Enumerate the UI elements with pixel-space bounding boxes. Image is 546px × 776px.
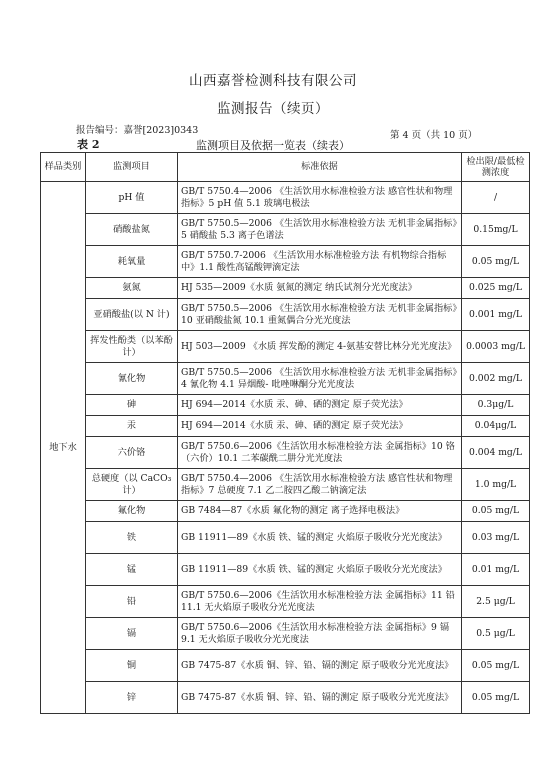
monitoring-item-cell: 氨氮: [86, 278, 178, 299]
table-row: [41, 182, 530, 214]
table-row: [41, 331, 530, 363]
table-header-row: [41, 153, 530, 182]
detection-limit-cell: 0.025 mg/L: [462, 278, 530, 299]
detection-limit-cell: 0.05 mg/L: [462, 682, 530, 714]
table-row: [41, 522, 530, 554]
detection-limit-cell: 0.05 mg/L: [462, 246, 530, 278]
detection-limit-cell: 0.05 mg/L: [462, 501, 530, 522]
detection-limit-cell: 1.0 mg/L: [462, 469, 530, 501]
standard-basis-cell: HJ 694—2014《水质 汞、砷、硒的测定 原子荧光法》: [178, 395, 462, 416]
page-number: 第 4 页（共 10 页）: [390, 130, 478, 141]
monitoring-item-cell: 铁: [86, 522, 178, 554]
detection-limit-cell: 0.004 mg/L: [462, 437, 530, 469]
detection-limit-cell: 0.01 mg/L: [462, 554, 530, 586]
table-label: 表 2: [77, 138, 100, 151]
monitoring-item-cell: 锰: [86, 554, 178, 586]
detection-limit-cell: 0.05 mg/L: [462, 650, 530, 682]
detection-limit-cell: 0.3μg/L: [462, 395, 530, 416]
company-name: 山西嘉誉检测科技有限公司: [189, 73, 357, 89]
monitoring-item-cell: 挥发性酚类（以苯酚计）: [86, 331, 178, 363]
table-row: [41, 416, 530, 437]
standard-basis-cell: GB 7475-87《水质 铜、锌、铅、镉的测定 原子吸收分光光度法》: [178, 650, 462, 682]
standard-basis-cell: GB/T 5750.5—2006 《生活饮用水标准检验方法 无机非金属指标》10 亚硝酸盐氮 10.1 重氮偶合分光光度法: [178, 299, 462, 331]
monitoring-item-cell: 镉: [86, 618, 178, 650]
monitoring-item-cell: 铅: [86, 586, 178, 618]
standard-basis-cell: GB/T 5750.4—2006 《生活饮用水标准检验方法 感官性状和物理指标》5 pH 值 5.1 玻璃电极法: [178, 182, 462, 214]
table-row: [41, 554, 530, 586]
table-row: [41, 246, 530, 278]
sample-category-cell: 地下水: [41, 182, 86, 714]
detection-limit-cell: 0.5 μg/L: [462, 618, 530, 650]
standard-basis-cell: GB 11911—89《水质 铁、锰的测定 火焰原子吸收分光光度法》: [178, 522, 462, 554]
monitoring-item-cell: 六价铬: [86, 437, 178, 469]
table-row: [41, 618, 530, 650]
standard-basis-cell: GB/T 5750.7-2006 《生活饮用水标准检验方法 有机物综合指标中》1.1 酸性高锰酸钾滴定法: [178, 246, 462, 278]
table-row: [41, 363, 530, 395]
table-row: [41, 586, 530, 618]
monitoring-table: [40, 152, 530, 714]
standard-basis-cell: GB/T 5750.6—2006《生活饮用水标准检验方法 金属指标》10 铬（六价）10.1 二苯碳酰二肼分光光度法: [178, 437, 462, 469]
table-row: [41, 437, 530, 469]
table-row: [41, 469, 530, 501]
monitoring-item-cell: 氰化物: [86, 363, 178, 395]
standard-basis-cell: GB 11911—89《水质 铁、锰的测定 火焰原子吸收分光光度法》: [178, 554, 462, 586]
monitoring-item-cell: 汞: [86, 416, 178, 437]
detection-limit-cell: 0.15mg/L: [462, 214, 530, 246]
standard-basis-cell: HJ 535—2009《水质 氨氮的测定 纳氏试剂分光光度法》: [178, 278, 462, 299]
column-header-item: 监测项目: [86, 153, 178, 182]
detection-limit-cell: 0.001 mg/L: [462, 299, 530, 331]
table-row: [41, 650, 530, 682]
standard-basis-cell: HJ 503—2009 《水质 挥发酚的测定 4-氨基安替比林分光光度法》: [178, 331, 462, 363]
monitoring-item-cell: 亚硝酸盐(以 N 计): [86, 299, 178, 331]
detection-limit-cell: 2.5 μg/L: [462, 586, 530, 618]
table-row: [41, 278, 530, 299]
monitoring-item-cell: 锌: [86, 682, 178, 714]
table-row: [41, 682, 530, 714]
standard-basis-cell: GB 7475-87《水质 铜、锌、铅、镉的测定 原子吸收分光光度法》: [178, 682, 462, 714]
standard-basis-cell: GB 7484—87《水质 氟化物的测定 离子选择电极法》: [178, 501, 462, 522]
table-row: [41, 299, 530, 331]
standard-basis-cell: GB/T 5750.6—2006《生活饮用水标准检验方法 金属指标》9 镉 9.1 无火焰原子吸收分光光度法: [178, 618, 462, 650]
monitoring-item-cell: 耗氧量: [86, 246, 178, 278]
standard-basis-cell: GB/T 5750.5—2006 《生活饮用水标准检验方法 无机非金属指标》5 硝酸盐 5.3 离子色谱法: [178, 214, 462, 246]
detection-limit-cell: 0.002 mg/L: [462, 363, 530, 395]
detection-limit-cell: 0.04μg/L: [462, 416, 530, 437]
report-number: 报告编号：嘉誉[2023]0343: [76, 125, 199, 136]
table-row: [41, 214, 530, 246]
monitoring-item-cell: pH 值: [86, 182, 178, 214]
monitoring-item-cell: 氟化物: [86, 501, 178, 522]
monitoring-item-cell: 硝酸盐氮: [86, 214, 178, 246]
detection-limit-cell: /: [462, 182, 530, 214]
monitoring-item-cell: 总硬度（以 CaCO₃ 计）: [86, 469, 178, 501]
standard-basis-cell: GB/T 5750.4—2006 《生活饮用水标准检验方法 感官性状和物理指标》7 总硬度 7.1 乙二胺四乙酸二钠滴定法: [178, 469, 462, 501]
standard-basis-cell: GB/T 5750.6—2006《生活饮用水标准检验方法 金属指标》11 铅 11.1 无火焰原子吸收分光光度法: [178, 586, 462, 618]
column-header-limit: 检出限/最低检测浓度: [462, 153, 530, 182]
detection-limit-cell: 0.03 mg/L: [462, 522, 530, 554]
column-header-basis: 标准依据: [178, 153, 462, 182]
monitoring-item-cell: 砷: [86, 395, 178, 416]
monitoring-item-cell: 铜: [86, 650, 178, 682]
table-title: 监测项目及依据一览表（续表）: [196, 139, 350, 152]
detection-limit-cell: 0.0003 mg/L: [462, 331, 530, 363]
report-title: 监测报告（续页）: [217, 101, 329, 117]
table-row: [41, 395, 530, 416]
standard-basis-cell: HJ 694—2014《水质 汞、砷、硒的测定 原子荧光法》: [178, 416, 462, 437]
table-row: [41, 501, 530, 522]
standard-basis-cell: GB/T 5750.5—2006 《生活饮用水标准检验方法 无机非金属指标》4 氰化物 4.1 异烟酸- 吡唑啉酮分光光度法: [178, 363, 462, 395]
column-header-category: 样品类别: [41, 153, 86, 182]
